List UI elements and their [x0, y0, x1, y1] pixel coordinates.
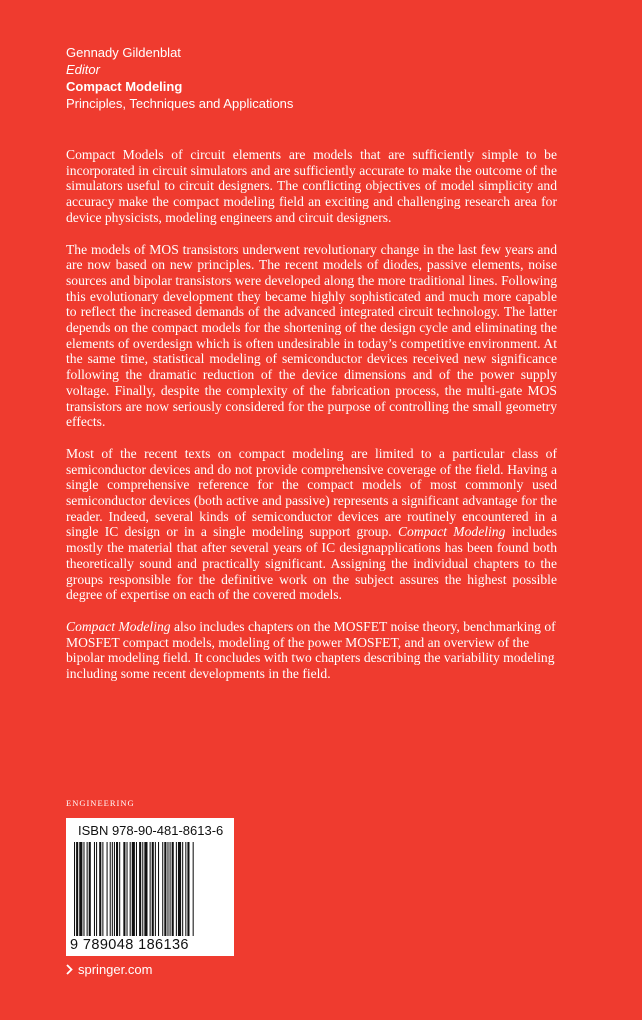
barcode-bar: [178, 842, 181, 936]
blurb-paragraph-3: [66, 446, 557, 603]
paragraph-4-text: also includes chapters on the MOSFET noise theory, benchmarking of MOSFET compact models, modeling of the power MOSFET, and an overview of the bipolar modeling field. It concludes with two chapters describing the variability modeling including some recent developments in the field.: [66, 618, 556, 682]
barcode-bars: [72, 842, 228, 936]
paragraph-4-book-title: Compact Modeling: [66, 618, 171, 634]
isbn-barcode: [66, 818, 234, 956]
barcode-bar: [74, 842, 75, 936]
barcode-bar: [155, 842, 156, 936]
barcode-bar: [139, 842, 141, 936]
barcode-bar: [89, 842, 91, 936]
barcode-bar: [158, 842, 159, 936]
cover-header: [66, 44, 293, 112]
barcode-bar: [185, 842, 186, 936]
barcode-bar: [99, 842, 101, 936]
barcode-bar: [96, 842, 97, 936]
barcode-bar: [187, 842, 189, 936]
subject-category: ENGINEERING: [66, 798, 135, 808]
editor-role: Editor: [66, 62, 100, 77]
editor-name: Gennady Gildenblat: [66, 45, 181, 60]
barcode-bar: [144, 842, 147, 936]
publisher-link[interactable]: [66, 962, 152, 977]
barcode-bar: [162, 842, 163, 936]
paragraph-3-text-b: includes mostly the material that after several years of IC designapplications has been found both theoretically sound and practically significant. Assigning the individual chapters to the groups responsible for the definitive work on the subject assures the highest possible degree of expertise on each of the covered models.: [66, 524, 557, 603]
barcode-bar: [164, 842, 166, 936]
barcode-bar: [167, 842, 168, 936]
barcode-bar: [110, 842, 111, 936]
barcode-bar: [136, 842, 137, 936]
barcode-bar: [114, 842, 115, 936]
chevron-right-icon: [66, 964, 73, 975]
barcode-bar: [152, 842, 154, 936]
blurb-paragraph-2: The models of MOS transistors underwent revolutionary change in the last few years and are now based on new principles. The recent models of diodes, passive elements, noise sources and bipolar transistors were developed along the more traditional lines. Following this evolutionary development they became highly sophisticated and much more capable to reflect the increased demands of the advanced integrated circuit technology. The latter depends on the compact models for the shortening of the design cycle and eliminating the elements of overdesign which is often undesirable in today’s competitive environment. At the same time, statistical modeling of semiconductor devices received new significance following the dramatic reduction of the device dimensions and of the power supply voltage. Finally, despite the complexity of the fabrication process, the multi-gate MOS transistors are now seriously considered for the purpose of controlling the small geometry effects.: [66, 241, 557, 430]
barcode-bar: [79, 842, 82, 936]
barcode-digits: 9 789048 186136: [70, 937, 189, 953]
book-title: Compact Modeling: [66, 79, 183, 94]
barcode-bar: [170, 842, 171, 936]
barcode-bar: [130, 842, 131, 936]
barcode-bar: [102, 842, 103, 936]
blurb-paragraph-4: [66, 619, 557, 682]
barcode-bar: [87, 842, 88, 936]
barcode-bar: [193, 842, 194, 936]
publisher-url: springer.com: [78, 962, 153, 977]
barcode-bar: [150, 842, 151, 936]
barcode-bar: [94, 842, 95, 936]
book-subtitle: Principles, Techniques and Applications: [66, 96, 294, 111]
barcode-bar: [83, 842, 84, 936]
barcode-bar: [176, 842, 177, 936]
barcode-bar: [132, 842, 135, 936]
barcode-bar: [107, 842, 108, 936]
barcode-bar: [127, 842, 128, 936]
barcode-bar: [76, 842, 78, 936]
blurb: [66, 147, 557, 698]
paragraph-3-book-title: Compact Modeling: [397, 524, 506, 540]
barcode-bar: [119, 842, 120, 936]
barcode-bar: [172, 842, 174, 936]
barcode-bar: [123, 842, 125, 936]
barcode-bar: [112, 842, 113, 936]
paragraph-3-text-a: Most of the recent texts on compact modeling are limited to a particular class of semiconductor devices and do not provide comprehensive coverage of the field. Having a single comprehensive reference for the compact models of most commonly used semiconductor devices (both active and passive) represents a significant advantage for the reader. Indeed, several kinds of semiconductor devices are routinely encountered in a single IC design or in a single modeling support group.: [66, 445, 557, 540]
blurb-paragraph-1: Compact Models of circuit elements are models that are sufficiently simple to be incorporated in circuit simulators and are sufficiently accurate to make the outcome of the simulators useful to circuit designers. The conflicting objectives of model simplicity and accuracy make the compact modeling field an exciting and challenging research area for device physicists, modeling engineers and circuit designers.: [66, 147, 557, 225]
barcode-bar: [182, 842, 183, 936]
isbn-number: ISBN 978-90-481-8613-6: [78, 823, 224, 838]
barcode-bar: [116, 842, 118, 936]
barcode-bar: [142, 842, 143, 936]
